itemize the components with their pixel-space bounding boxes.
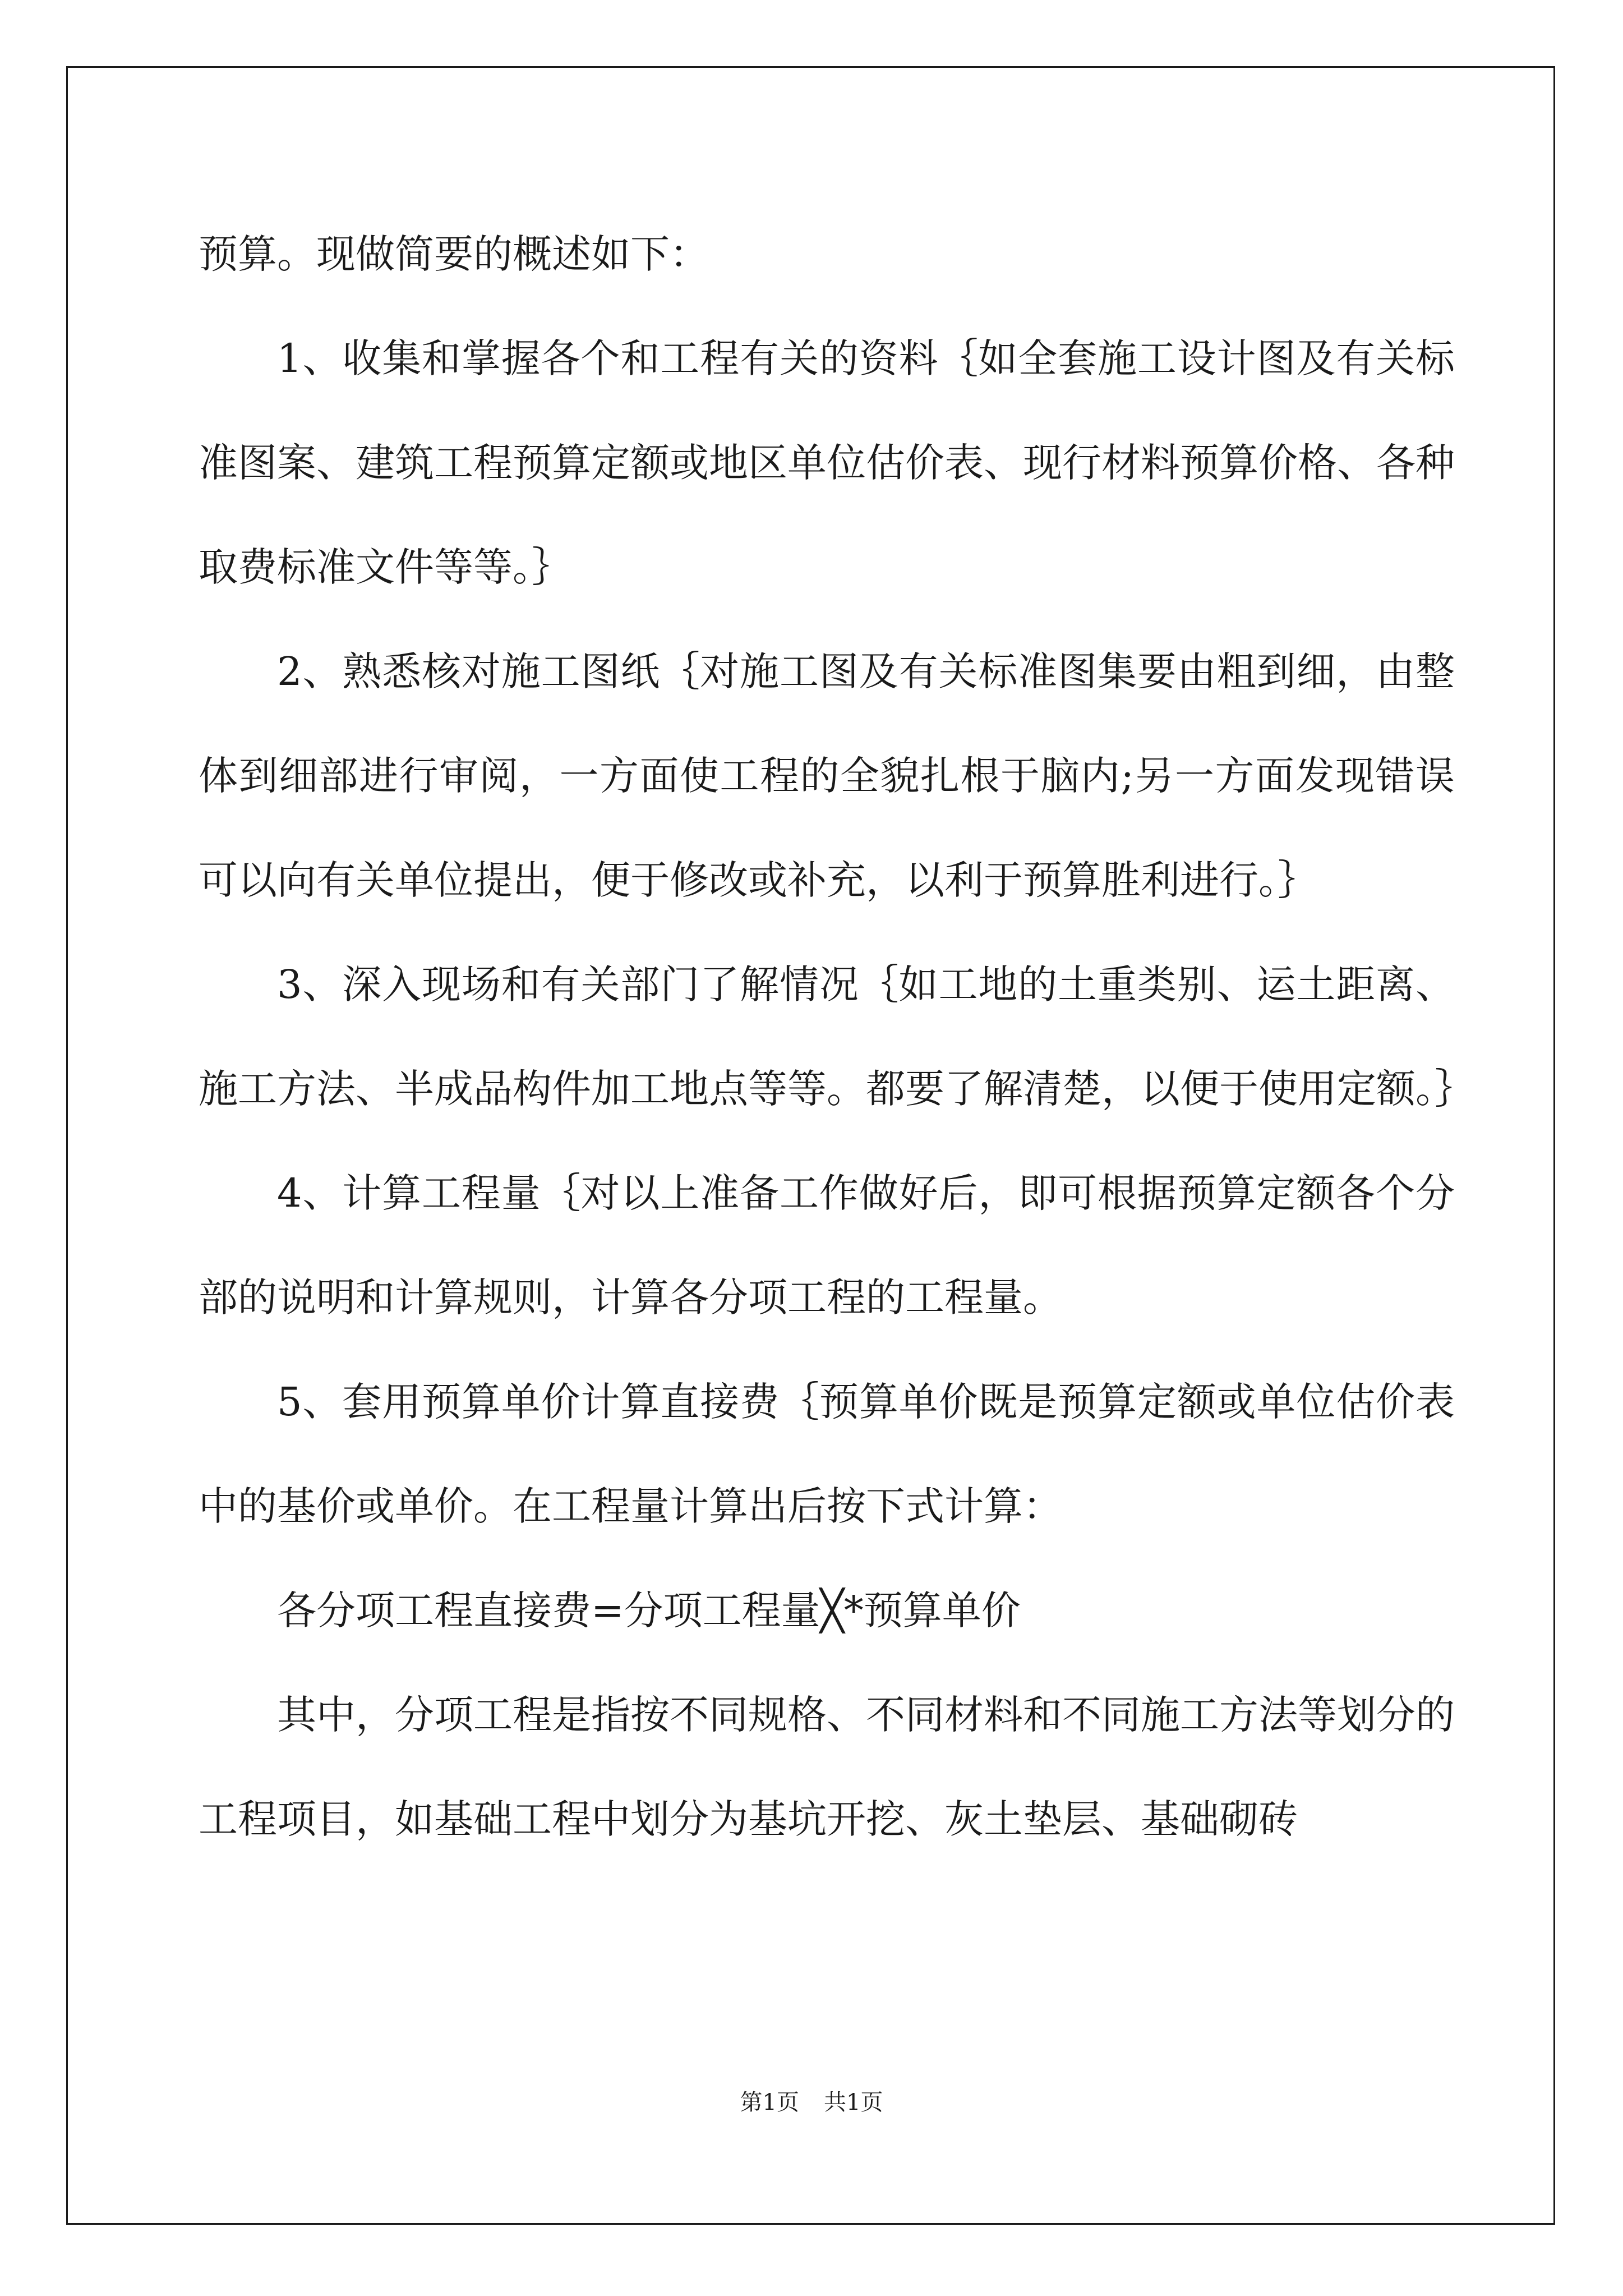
page-number: 第1页 <box>740 2090 799 2115</box>
paragraph-5: 5、套用预算单价计算直接费｛预算单价既是预算定额或单位估价表中的基价或单价。在工程量计算出后按下式计算： <box>199 1379 1455 1529</box>
page-total: 共1页 <box>824 2090 883 2115</box>
paragraph-7: 其中，分项工程是指按不同规格、不同材料和不同施工方法等划分的工程项目，如基础工程中划分为基坑开挖、灰土垫层、基础砌砖 <box>199 1692 1455 1842</box>
paragraph-3: 3、深入现场和有关部门了解情况｛如工地的土重类别、运土距离、施工方法、半成品构件加工地点等等。都要了解清楚，以便于使用定额。｝ <box>199 961 1474 1112</box>
paragraph-1: 1、收集和掌握各个和工程有关的资料｛如全套施工设计图及有关标准图案、建筑工程预算定额或地区单位估价表、现行材料预算价格、各种取费标准文件等等。｝ <box>199 335 1455 590</box>
paragraph-0: 预算。现做简要的概述如下： <box>199 231 709 277</box>
paragraph-4: 4、计算工程量｛对以上准备工作做好后，即可根据预算定额各个分部的说明和计算规则，计算各分项工程的工程量。 <box>199 1170 1455 1320</box>
page-footer <box>0 2085 1623 2116</box>
paragraph-2: 2、熟悉核对施工图纸｛对施工图及有关标准图集要由粗到细，由整体到细部进行审阅，一方面使工程的全貌扎根于脑内;另一方面发现错误可以向有关单位提出，便于修改或补充，以利于预算胜利进行。｝ <box>199 648 1455 903</box>
formula-paragraph: 各分项工程直接费=分项工程量╳*预算单价 <box>277 1588 1021 1634</box>
document-body <box>199 202 1474 1871</box>
